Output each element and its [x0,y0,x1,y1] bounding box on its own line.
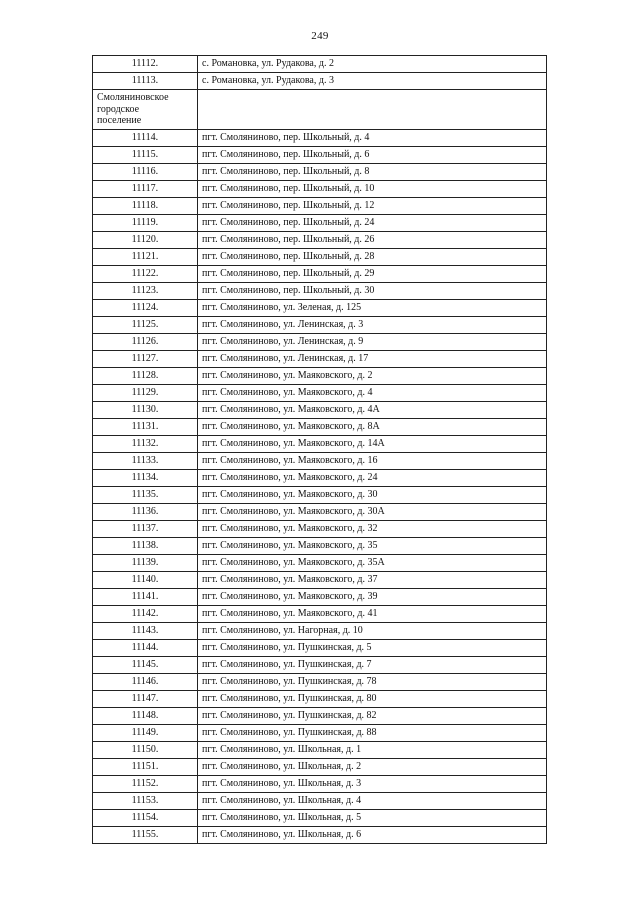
table-row [93,673,547,690]
section-heading-line: городское [97,103,140,115]
row-number-cell [93,197,198,214]
address-cell: пгт. Смоляниново, ул. Пушкинская, д. 80 [198,690,547,707]
address-cell: пгт. Смоляниново, ул. Маяковского, д. 4 [198,384,547,401]
row-number-cell [93,656,198,673]
row-number: 11135. [131,488,159,500]
row-number: 11140. [131,573,159,585]
row-number-cell [93,163,198,180]
section-heading-line: Смоляниновское [97,92,169,103]
table-row [93,163,547,180]
row-number: 11143. [131,624,159,636]
row-number: 11119. [131,216,159,228]
table-row [93,197,547,214]
row-number: 11133. [131,454,159,466]
row-number: 11151. [131,760,159,772]
row-number-cell [93,333,198,350]
table-row [93,554,547,571]
address-cell: пгт. Смоляниново, ул. Пушкинская, д. 5 [198,639,547,656]
row-number-cell [93,248,198,265]
table-row [93,180,547,197]
address-cell: пгт. Смоляниново, ул. Маяковского, д. 8А [198,418,547,435]
row-number: 11141. [131,590,159,602]
section-row [93,90,547,130]
row-number-cell [93,588,198,605]
row-number-cell [93,758,198,775]
address-cell: пгт. Смоляниново, ул. Зеленая, д. 125 [198,299,547,316]
table-row [93,333,547,350]
table-row [93,73,547,90]
row-number-cell [93,673,198,690]
row-number: 11154. [131,811,159,823]
address-cell: пгт. Смоляниново, ул. Школьная, д. 1 [198,741,547,758]
row-number-cell [93,724,198,741]
table-row [93,639,547,656]
row-number-cell [93,520,198,537]
table-row [93,605,547,622]
row-number-cell [93,282,198,299]
row-number: 11113. [131,75,159,86]
table-row [93,56,547,73]
address-cell: пгт. Смоляниново, пер. Школьный, д. 30 [198,282,547,299]
empty-cell [198,90,547,130]
row-number-cell [93,741,198,758]
row-number: 11146. [131,675,159,687]
row-number: 11142. [131,607,159,619]
address-cell: пгт. Смоляниново, ул. Пушкинская, д. 82 [198,707,547,724]
row-number-cell [93,367,198,384]
row-number: 11131. [131,420,159,432]
table-row [93,299,547,316]
row-number: 11153. [131,794,159,806]
row-number-cell [93,775,198,792]
table-row [93,588,547,605]
address-cell: с. Романовка, ул. Рудакова, д. 3 [198,73,547,90]
row-number: 11149. [131,726,159,738]
row-number-cell [93,56,198,73]
address-cell: пгт. Смоляниново, пер. Школьный, д. 24 [198,214,547,231]
row-number-cell [93,707,198,724]
row-number-cell [93,299,198,316]
row-number-cell [93,231,198,248]
address-cell: пгт. Смоляниново, ул. Ленинская, д. 17 [198,350,547,367]
address-table-body [93,56,547,844]
address-cell: с. Романовка, ул. Рудакова, д. 2 [198,56,547,73]
table-row [93,384,547,401]
table-row [93,792,547,809]
row-number-cell [93,350,198,367]
row-number-cell [93,452,198,469]
row-number: 11124. [131,301,159,313]
row-number: 11132. [131,437,159,449]
table-row [93,758,547,775]
address-cell: пгт. Смоляниново, ул. Маяковского, д. 37 [198,571,547,588]
address-cell: пгт. Смоляниново, пер. Школьный, д. 26 [198,231,547,248]
table-row [93,282,547,299]
address-cell: пгт. Смоляниново, ул. Школьная, д. 3 [198,775,547,792]
address-cell: пгт. Смоляниново, ул. Маяковского, д. 24 [198,469,547,486]
table-row [93,452,547,469]
row-number: 11116. [131,165,159,177]
row-number: 11147. [131,692,159,704]
row-number-cell [93,537,198,554]
address-cell: пгт. Смоляниново, ул. Маяковского, д. 41 [198,605,547,622]
table-row [93,724,547,741]
row-number-cell [93,792,198,809]
row-number: 11120. [131,233,159,245]
row-number: 11118. [131,199,159,211]
row-number-cell [93,180,198,197]
row-number: 11144. [131,641,159,653]
table-row [93,503,547,520]
section-heading-line: поселение [97,115,142,126]
address-cell: пгт. Смоляниново, ул. Школьная, д. 4 [198,792,547,809]
address-cell: пгт. Смоляниново, ул. Маяковского, д. 32 [198,520,547,537]
row-number: 11123. [131,284,159,296]
table-row [93,129,547,146]
table-row [93,656,547,673]
row-number: 11129. [131,386,159,398]
table-row [93,367,547,384]
row-number: 11139. [131,556,159,568]
table-row [93,146,547,163]
row-number-cell [93,418,198,435]
table-row [93,486,547,503]
address-cell: пгт. Смоляниново, ул. Маяковского, д. 30А [198,503,547,520]
table-row [93,571,547,588]
address-cell: пгт. Смоляниново, ул. Пушкинская, д. 78 [198,673,547,690]
address-cell: пгт. Смоляниново, пер. Школьный, д. 29 [198,265,547,282]
address-cell: пгт. Смоляниново, ул. Нагорная, д. 10 [198,622,547,639]
row-number: 11134. [131,471,159,483]
row-number-cell [93,639,198,656]
row-number-cell [93,435,198,452]
row-number: 11112. [131,58,159,69]
page-number: 249 [311,30,329,42]
row-number-cell [93,503,198,520]
table-row [93,622,547,639]
row-number-cell [93,605,198,622]
row-number: 11145. [131,658,159,670]
table-row [93,469,547,486]
row-number-cell [93,690,198,707]
row-number-cell [93,129,198,146]
address-cell: пгт. Смоляниново, пер. Школьный, д. 28 [198,248,547,265]
address-cell: пгт. Смоляниново, ул. Пушкинская, д. 7 [198,656,547,673]
address-cell: пгт. Смоляниново, ул. Пушкинская, д. 88 [198,724,547,741]
table-row [93,248,547,265]
address-cell: пгт. Смоляниново, ул. Маяковского, д. 14А [198,435,547,452]
row-number: 11155. [131,828,159,840]
address-cell: пгт. Смоляниново, ул. Маяковского, д. 30 [198,486,547,503]
row-number-cell [93,469,198,486]
row-number-cell [93,384,198,401]
table-row [93,350,547,367]
address-cell: пгт. Смоляниново, ул. Маяковского, д. 16 [198,452,547,469]
address-cell: пгт. Смоляниново, пер. Школьный, д. 10 [198,180,547,197]
row-number: 11130. [131,403,159,415]
row-number: 11126. [131,335,159,347]
row-number-cell [93,554,198,571]
row-number: 11128. [131,369,159,381]
address-cell: пгт. Смоляниново, ул. Маяковского, д. 39 [198,588,547,605]
address-cell: пгт. Смоляниново, ул. Маяковского, д. 4А [198,401,547,418]
table-row [93,401,547,418]
table-row [93,418,547,435]
address-cell: пгт. Смоляниново, пер. Школьный, д. 12 [198,197,547,214]
table-row [93,809,547,826]
row-number-cell [93,622,198,639]
row-number: 11152. [131,777,159,789]
address-table [92,55,547,844]
table-row [93,690,547,707]
section-heading-cell [93,90,198,130]
row-number-cell [93,571,198,588]
address-cell: пгт. Смоляниново, ул. Школьная, д. 6 [198,826,547,843]
row-number: 11114. [131,131,159,143]
row-number-cell [93,214,198,231]
row-number: 11125. [131,318,159,330]
table-row [93,741,547,758]
address-cell: пгт. Смоляниново, ул. Маяковского, д. 2 [198,367,547,384]
address-cell: пгт. Смоляниново, ул. Школьная, д. 5 [198,809,547,826]
table-row [93,316,547,333]
row-number: 11150. [131,743,159,755]
row-number-cell [93,146,198,163]
table-row [93,214,547,231]
address-cell: пгт. Смоляниново, пер. Школьный, д. 8 [198,163,547,180]
row-number: 11148. [131,709,159,721]
table-row [93,520,547,537]
row-number: 11117. [131,182,159,194]
table-row [93,826,547,843]
address-cell: пгт. Смоляниново, ул. Школьная, д. 2 [198,758,547,775]
address-cell: пгт. Смоляниново, пер. Школьный, д. 6 [198,146,547,163]
table-row [93,707,547,724]
row-number: 11115. [131,148,159,160]
address-cell: пгт. Смоляниново, пер. Школьный, д. 4 [198,129,547,146]
row-number: 11138. [131,539,159,551]
row-number-cell [93,486,198,503]
row-number-cell [93,265,198,282]
row-number: 11121. [131,250,159,262]
table-row [93,231,547,248]
address-cell: пгт. Смоляниново, ул. Маяковского, д. 35А [198,554,547,571]
row-number-cell [93,826,198,843]
row-number: 11122. [131,267,159,279]
address-cell: пгт. Смоляниново, ул. Маяковского, д. 35 [198,537,547,554]
table-row [93,537,547,554]
address-cell: пгт. Смоляниново, ул. Ленинская, д. 3 [198,316,547,333]
row-number: 11137. [131,522,159,534]
address-cell: пгт. Смоляниново, ул. Ленинская, д. 9 [198,333,547,350]
table-row [93,265,547,282]
table-row [93,775,547,792]
table-row [93,435,547,452]
row-number: 11136. [131,505,159,517]
row-number-cell [93,401,198,418]
row-number-cell [93,316,198,333]
row-number-cell [93,809,198,826]
row-number: 11127. [131,352,159,364]
row-number-cell [93,73,198,90]
